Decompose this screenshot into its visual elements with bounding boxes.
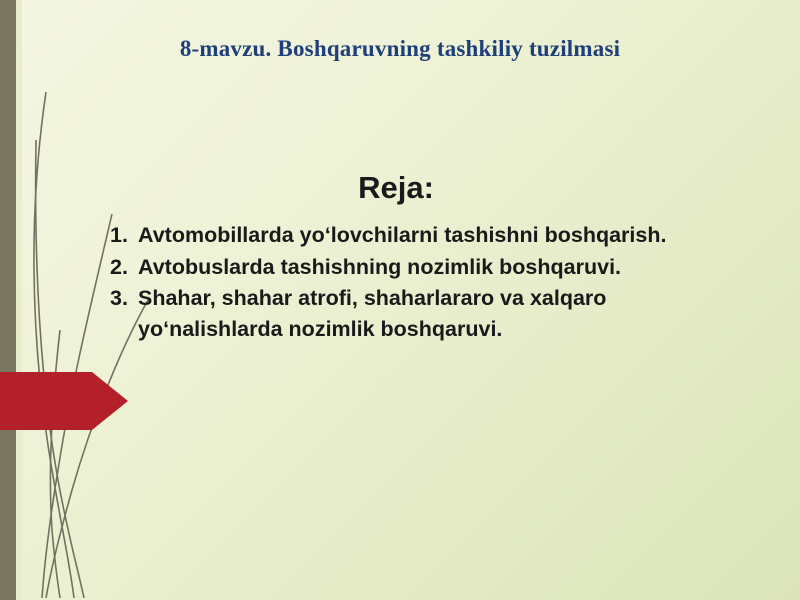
page-title: 8-mavzu. Boshqaruvning tashkiliy tuzilmasi [179, 36, 621, 61]
list-item: Avtomobillarda yo‘lovchilarni tashishni boshqarish. [138, 223, 667, 247]
agenda-heading: Reja: [358, 170, 434, 205]
slide-content [96, 170, 756, 345]
agenda-list [96, 220, 756, 344]
red-arrow-accent [0, 370, 128, 432]
list-item: Avtobuslarda tashishning nozimlik boshqaruvi. [138, 254, 622, 279]
list-item: Shahar, shahar atrofi, shaharlararo va xalqaro yo‘nalishlarda nozimlik boshqaruvi. [138, 286, 607, 341]
